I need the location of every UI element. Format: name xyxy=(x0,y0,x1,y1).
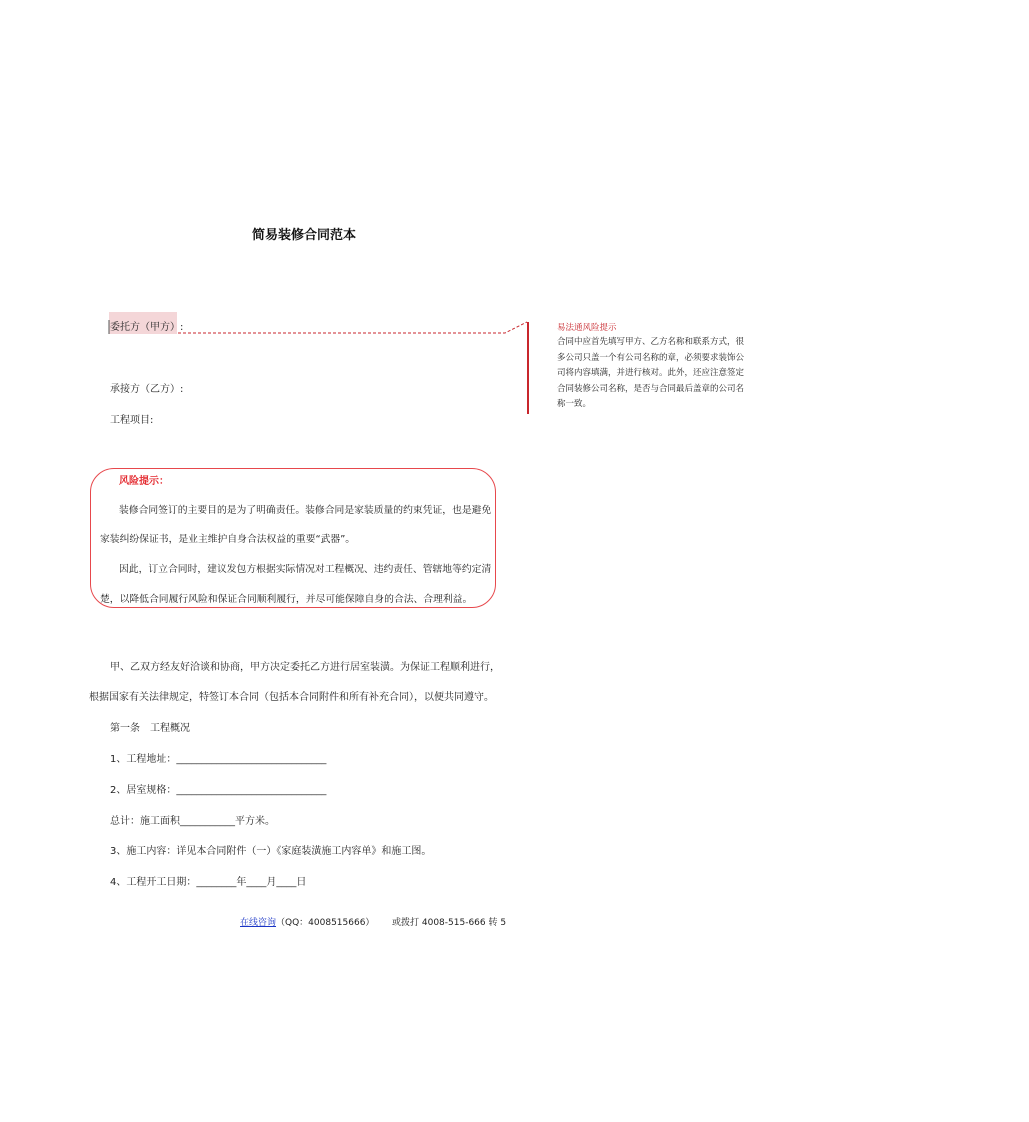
comment-body[interactable]: 合同中应首先填写甲方、乙方名称和联系方式，很多公司只盖一个有公司名称的章，必须要求装饰公司将内容填满，并进行核对。此外，还应注意签定合同装修公司名称，是否与合同最后盖章的公司名称一致。 xyxy=(557,337,745,409)
online-consult-link[interactable]: 在线咨询 xyxy=(240,918,277,928)
start-date-field: 4、工程开工日期：________年____月____日 xyxy=(110,877,307,888)
phone-contact: 或拨打 4008-515-666 转 5 xyxy=(392,918,507,928)
room-spec-field: 2、居室规格：______________________________ xyxy=(110,785,327,796)
comment-marker-bar xyxy=(527,322,529,414)
party-a-label: 委托方（甲方）: xyxy=(110,322,184,333)
risk-notice-line: 家装纠纷保证书，是业主维护自身合法权益的重要“武器”。 xyxy=(100,534,356,545)
risk-notice-line: 因此，订立合同时，建议发包方根据实际情况对工程概况、违约责任、管辖地等约定清 xyxy=(119,564,492,575)
construction-area-field: 总计：施工面积___________平方米。 xyxy=(110,816,275,827)
party-b-label: 承接方（乙方）: xyxy=(110,384,184,395)
risk-notice-heading: 风险提示： xyxy=(119,476,169,487)
qq-contact: （QQ：4008515666） xyxy=(276,918,375,928)
comment-heading[interactable]: 易法通风险提示 xyxy=(557,323,617,333)
document-title: 简易装修合同范本 xyxy=(252,228,357,243)
construction-content-item: 3、施工内容：详见本合同附件（一）《家庭装潢施工内容单》和施工图。 xyxy=(110,846,432,857)
risk-notice-line: 装修合同签订的主要目的是为了明确责任。装修合同是家装质量的约束凭证，也是避免 xyxy=(119,505,492,516)
risk-notice-line: 楚，以降低合同履行风险和保证合同顺利履行，并尽可能保障自身的合法、合理利益。 xyxy=(100,594,473,605)
article-heading: 第一条 工程概况 xyxy=(110,723,190,734)
intro-paragraph-line: 根据国家有关法律规定，特签订本合同（包括本合同附件和所有补充合同），以便共同遵守。 xyxy=(89,692,494,703)
intro-paragraph-line: 甲、乙双方经友好洽谈和协商，甲方决定委托乙方进行居室装潢。为保证工程顺利进行， xyxy=(110,662,500,673)
project-address-field: 1、工程地址：______________________________ xyxy=(110,754,327,765)
project-label: 工程项目: xyxy=(110,415,154,426)
